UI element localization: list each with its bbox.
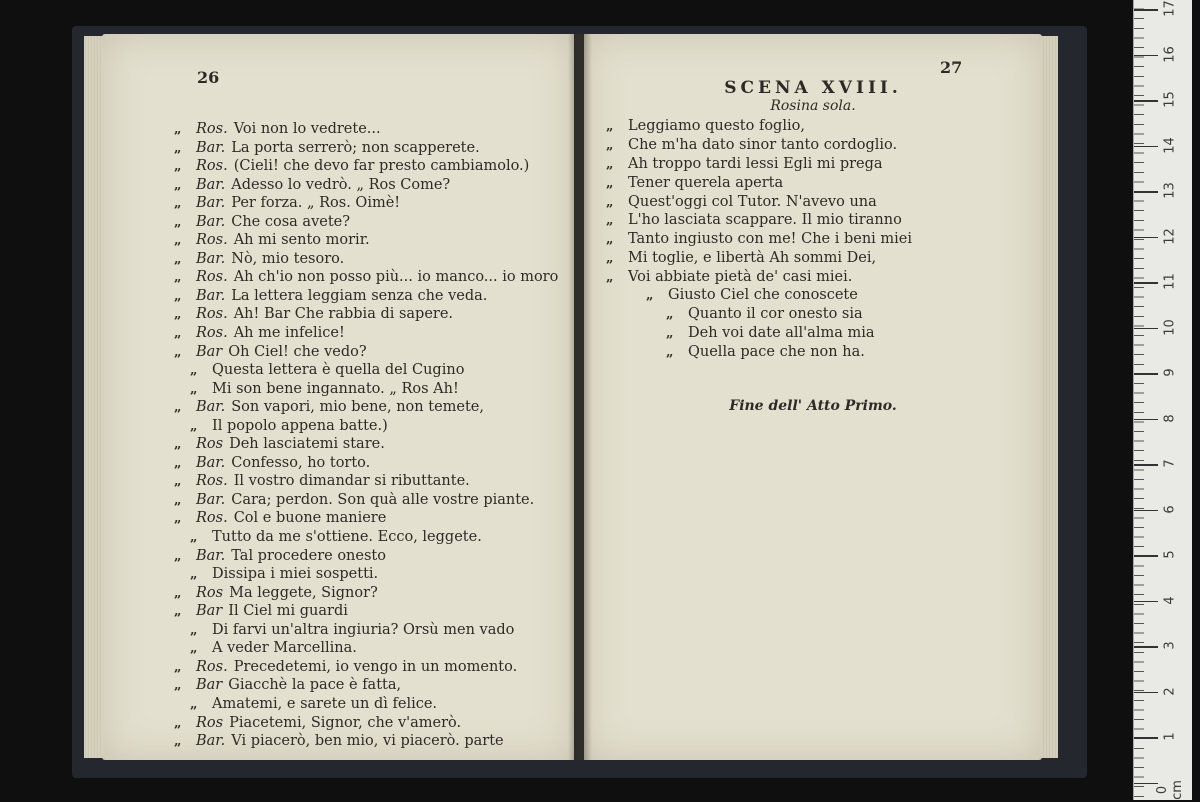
right-page [584, 34, 1042, 760]
left-page [102, 34, 574, 760]
line-text: Col e buone maniere [233, 510, 387, 527]
speaker-label: Ros. [196, 121, 228, 137]
line-text: Son vapori, mio bene, non temete, [231, 399, 484, 416]
line-text: Deh voi date all'alma mia [688, 324, 875, 341]
text-line [174, 714, 574, 733]
quote-mark: „ [174, 214, 182, 230]
line-text: Tutto da me s'ottiene. Ecco, leggete. [212, 529, 482, 546]
ruler-major-tick [1134, 555, 1158, 557]
quote-mark: „ [174, 659, 182, 675]
text-line [174, 472, 574, 491]
left-page-number: 26 [197, 68, 220, 87]
ruler-major-tick [1134, 100, 1158, 102]
line-text: Cara; perdon. Son quà alle vostre piante. [231, 491, 535, 508]
text-line [646, 324, 1026, 343]
ruler-major-tick [1134, 191, 1158, 193]
quote-mark: „ [174, 140, 182, 156]
text-line [174, 120, 574, 139]
quote-mark: „ [606, 194, 614, 210]
quote-mark: „ [666, 306, 674, 322]
text-line [606, 249, 1026, 268]
ruler-major-tick [1134, 146, 1158, 148]
scene-subtitle: Rosina sola. [770, 98, 856, 114]
ruler-label: 17 [1162, 0, 1178, 17]
ruler-label: 4 [1162, 595, 1178, 605]
quote-mark: „ [174, 400, 182, 416]
quote-mark: „ [174, 307, 182, 323]
quote-mark: „ [174, 678, 182, 694]
quote-mark: „ [174, 122, 182, 137]
speaker-label: Bar [196, 343, 223, 360]
line-text: Voi non lo vedrete... [233, 121, 381, 137]
speaker-label: Bar. [196, 399, 226, 416]
line-text: Precedetemi, io vengo in un momento. [233, 658, 518, 675]
text-line [174, 324, 574, 343]
speaker-label: Bar. [196, 491, 226, 508]
text-line [174, 547, 574, 566]
speaker-label: Bar. [196, 733, 226, 750]
aria-text [646, 286, 1026, 362]
quote-mark: „ [174, 715, 182, 731]
line-text: Voi abbiate pietà de' casi miei. [628, 269, 853, 286]
line-text: Questa lettera è quella del Cugino [212, 362, 465, 379]
text-line [174, 491, 574, 510]
speaker-label: Ros. [196, 658, 228, 675]
line-text: Che m'ha dato sinor tanto cordoglio. [628, 136, 898, 153]
text-line [606, 193, 1026, 212]
speaker-label: Ros. [196, 306, 228, 323]
text-line [174, 509, 574, 528]
text-line [174, 565, 574, 584]
quote-mark: „ [190, 363, 198, 379]
line-text: Il Ciel mi guardi [228, 603, 348, 620]
line-text: La porta serrerò; non scapperete. [231, 139, 480, 156]
line-text: Giusto Ciel che conoscete [668, 287, 858, 303]
ruler-label: 2 [1162, 686, 1178, 696]
quote-mark: „ [174, 270, 182, 286]
speaker-label: Bar. [196, 454, 226, 471]
text-line [174, 602, 574, 621]
speaker-label: Ros. [196, 510, 228, 527]
text-line [174, 250, 574, 269]
quote-mark: „ [174, 233, 182, 249]
ruler-major-tick [1134, 692, 1158, 694]
quote-mark: „ [174, 734, 182, 750]
line-text: L'ho lasciata scappare. Il mio tiranno [628, 212, 902, 229]
quote-mark: „ [606, 175, 614, 191]
line-text: Di farvi un'altra ingiuria? Orsù men vado [212, 621, 515, 638]
ruler-label: 8 [1162, 413, 1178, 423]
text-line [174, 305, 574, 324]
text-line [174, 398, 574, 417]
text-line [174, 287, 574, 306]
quote-mark: „ [606, 156, 614, 172]
text-line [174, 528, 574, 547]
line-text: Confesso, ho torto. [231, 454, 371, 471]
quote-mark: „ [174, 196, 182, 212]
text-line [174, 621, 574, 640]
speaker-label: Ros. [196, 269, 228, 286]
ruler-major-tick [1134, 419, 1158, 421]
line-text: Mi toglie, e libertà Ah sommi Dei, [628, 250, 877, 267]
ruler-label: 10 [1162, 318, 1178, 336]
line-text: (Cieli! che devo far presto cambiamolo.) [233, 158, 530, 175]
ruler-major-tick [1134, 510, 1158, 512]
quote-mark: „ [666, 325, 674, 341]
speaker-label: Ros [196, 584, 224, 601]
line-text: Ah mi sento morir. [233, 232, 370, 249]
text-line [606, 230, 1026, 249]
line-text: La lettera leggiam senza che veda. [231, 287, 488, 304]
book-gutter [568, 34, 592, 760]
speaker-label: Bar. [196, 195, 226, 212]
text-line [174, 435, 574, 454]
quote-mark: „ [606, 270, 614, 286]
line-text: Ah troppo tardi lessi Egli mi prega [628, 155, 883, 172]
text-line [174, 139, 574, 158]
ruler-label: 11 [1162, 273, 1178, 290]
speaker-label: Bar. [196, 139, 226, 156]
text-line [646, 343, 1026, 362]
ruler-major-tick [1134, 282, 1158, 284]
speaker-label: Ros. [196, 232, 228, 249]
text-line [174, 231, 574, 250]
line-text: Vi piacerò, ben mio, vi piacerò. parte [231, 733, 504, 750]
text-line [606, 174, 1026, 193]
quote-mark: „ [174, 511, 182, 527]
speaker-label: Bar [196, 603, 223, 620]
quote-mark: „ [174, 251, 182, 267]
speaker-label: Ros. [196, 158, 228, 175]
ruler-label: 12 [1162, 227, 1178, 245]
ruler-label: 9 [1162, 368, 1178, 377]
line-text: Giacchè la pace è fatta, [228, 677, 402, 694]
line-text: Il popolo appena batte.) [212, 417, 388, 434]
quote-mark: „ [174, 288, 182, 304]
line-text: Ah ch'io non posso più... io manco... io moro [233, 269, 559, 286]
ruler-label: 15 [1162, 91, 1178, 108]
ruler-major-tick [1134, 646, 1158, 648]
line-text: Che cosa avete? [231, 213, 351, 230]
quote-mark: „ [190, 622, 198, 638]
text-line [174, 732, 574, 751]
line-text: Mi son bene ingannato. „ Ros Ah! [212, 380, 459, 397]
text-line [174, 658, 574, 677]
text-line [606, 211, 1026, 230]
speaker-label: Ros [196, 436, 224, 453]
quote-mark: „ [606, 137, 614, 153]
ruler-major-tick [1134, 9, 1158, 11]
line-text: Oh Ciel! che vedo? [228, 343, 367, 360]
measuring-ruler [1133, 0, 1192, 800]
quote-mark: „ [174, 159, 182, 175]
text-line [174, 176, 574, 195]
ruler-label: 6 [1162, 504, 1178, 514]
quote-mark: „ [606, 232, 614, 248]
text-line [174, 157, 574, 176]
line-text: Adesso lo vedrò. „ Ros Come? [231, 176, 451, 193]
quote-mark: „ [190, 418, 198, 434]
text-line [174, 695, 574, 714]
speaker-label: Bar. [196, 287, 226, 304]
text-line [606, 155, 1026, 174]
ruler-label: 16 [1162, 45, 1178, 63]
quote-mark: „ [606, 213, 614, 229]
quote-mark: „ [666, 344, 674, 360]
quote-mark: „ [190, 696, 198, 712]
text-line [606, 136, 1026, 155]
speaker-label: Bar [196, 677, 223, 694]
ruler-label: 7 [1162, 459, 1178, 468]
line-text: Nò, mio tesoro. [231, 250, 345, 267]
ruler-major-tick [1134, 737, 1158, 739]
speaker-label: Ros. [196, 473, 228, 490]
scene-title: SCENA XVIII. [724, 78, 902, 98]
quote-mark: „ [174, 548, 182, 564]
text-line [646, 305, 1026, 324]
line-text: Quanto il cor onesto sia [688, 305, 863, 322]
act-ending: Fine dell' Atto Primo. [729, 398, 897, 414]
line-text: Il vostro dimandar si ributtante. [233, 473, 470, 490]
quote-mark: „ [174, 177, 182, 193]
line-text: A veder Marcellina. [212, 640, 357, 657]
quote-mark: „ [174, 344, 182, 360]
line-text: Piacetemi, Signor, che v'amerò. [229, 714, 462, 731]
text-line [174, 268, 574, 287]
line-text: Per forza. „ Ros. Oimè! [231, 195, 401, 212]
text-line [174, 380, 574, 399]
quote-mark: „ [174, 604, 182, 620]
text-line [606, 117, 1026, 136]
line-text: Quest'oggi col Tutor. N'avevo una [628, 193, 877, 210]
text-line [646, 286, 1026, 305]
text-line [174, 417, 574, 436]
ruler-label: 13 [1162, 182, 1178, 199]
quote-mark: „ [190, 641, 198, 657]
ruler-label: 1 [1162, 732, 1178, 741]
text-line [174, 584, 574, 603]
speaker-label: Bar. [196, 547, 226, 564]
speaker-label: Bar. [196, 213, 226, 230]
text-line [174, 639, 574, 658]
text-line [174, 213, 574, 232]
quote-mark: „ [174, 455, 182, 471]
quote-mark: „ [174, 492, 182, 508]
quote-mark: „ [190, 567, 198, 583]
line-text: Tal procedere onesto [231, 547, 386, 564]
ruler-label: 3 [1162, 641, 1178, 650]
quote-mark: „ [190, 530, 198, 546]
text-line [174, 194, 574, 213]
recitative-text [606, 117, 1026, 287]
speaker-label: Bar. [196, 176, 226, 193]
ruler-label: 5 [1162, 550, 1178, 559]
ruler-label: 14 [1162, 136, 1178, 154]
ruler-major-tick [1134, 237, 1158, 239]
right-page-number: 27 [940, 58, 963, 77]
quote-mark: „ [606, 119, 614, 134]
quote-mark: „ [190, 381, 198, 397]
text-line [606, 268, 1026, 287]
quote-mark: „ [174, 585, 182, 601]
ruler-major-tick [1134, 464, 1158, 466]
ruler-major-tick [1134, 601, 1158, 603]
quote-mark: „ [174, 437, 182, 453]
speaker-label: Bar. [196, 250, 226, 267]
ruler-label: 0 cm [1155, 779, 1185, 800]
left-page-text [174, 120, 574, 751]
line-text: Quella pace che non ha. [688, 343, 865, 360]
speaker-label: Ros. [196, 325, 228, 342]
line-text: Tanto ingiusto con me! Che i beni miei [628, 231, 913, 248]
line-text: Leggiamo questo foglio, [628, 118, 805, 134]
quote-mark: „ [174, 474, 182, 490]
line-text: Amatemi, e sarete un dì felice. [212, 695, 438, 712]
ruler-major-tick [1134, 55, 1158, 57]
text-line [174, 454, 574, 473]
line-text: Tener querela aperta [628, 174, 784, 191]
ruler-major-tick [1134, 373, 1158, 375]
quote-mark: „ [174, 326, 182, 342]
line-text: Ah me infelice! [233, 325, 345, 342]
quote-mark: „ [606, 251, 614, 267]
line-text: Dissipa i miei sospetti. [212, 566, 379, 583]
line-text: Deh lasciatemi stare. [229, 436, 385, 453]
speaker-label: Ros [196, 714, 224, 731]
line-text: Ah! Bar Che rabbia di sapere. [233, 306, 454, 323]
quote-mark: „ [646, 288, 654, 303]
ruler-major-tick [1134, 328, 1158, 330]
line-text: Ma leggete, Signor? [229, 584, 378, 601]
text-line [174, 676, 574, 695]
text-line [174, 343, 574, 362]
text-line [174, 361, 574, 380]
